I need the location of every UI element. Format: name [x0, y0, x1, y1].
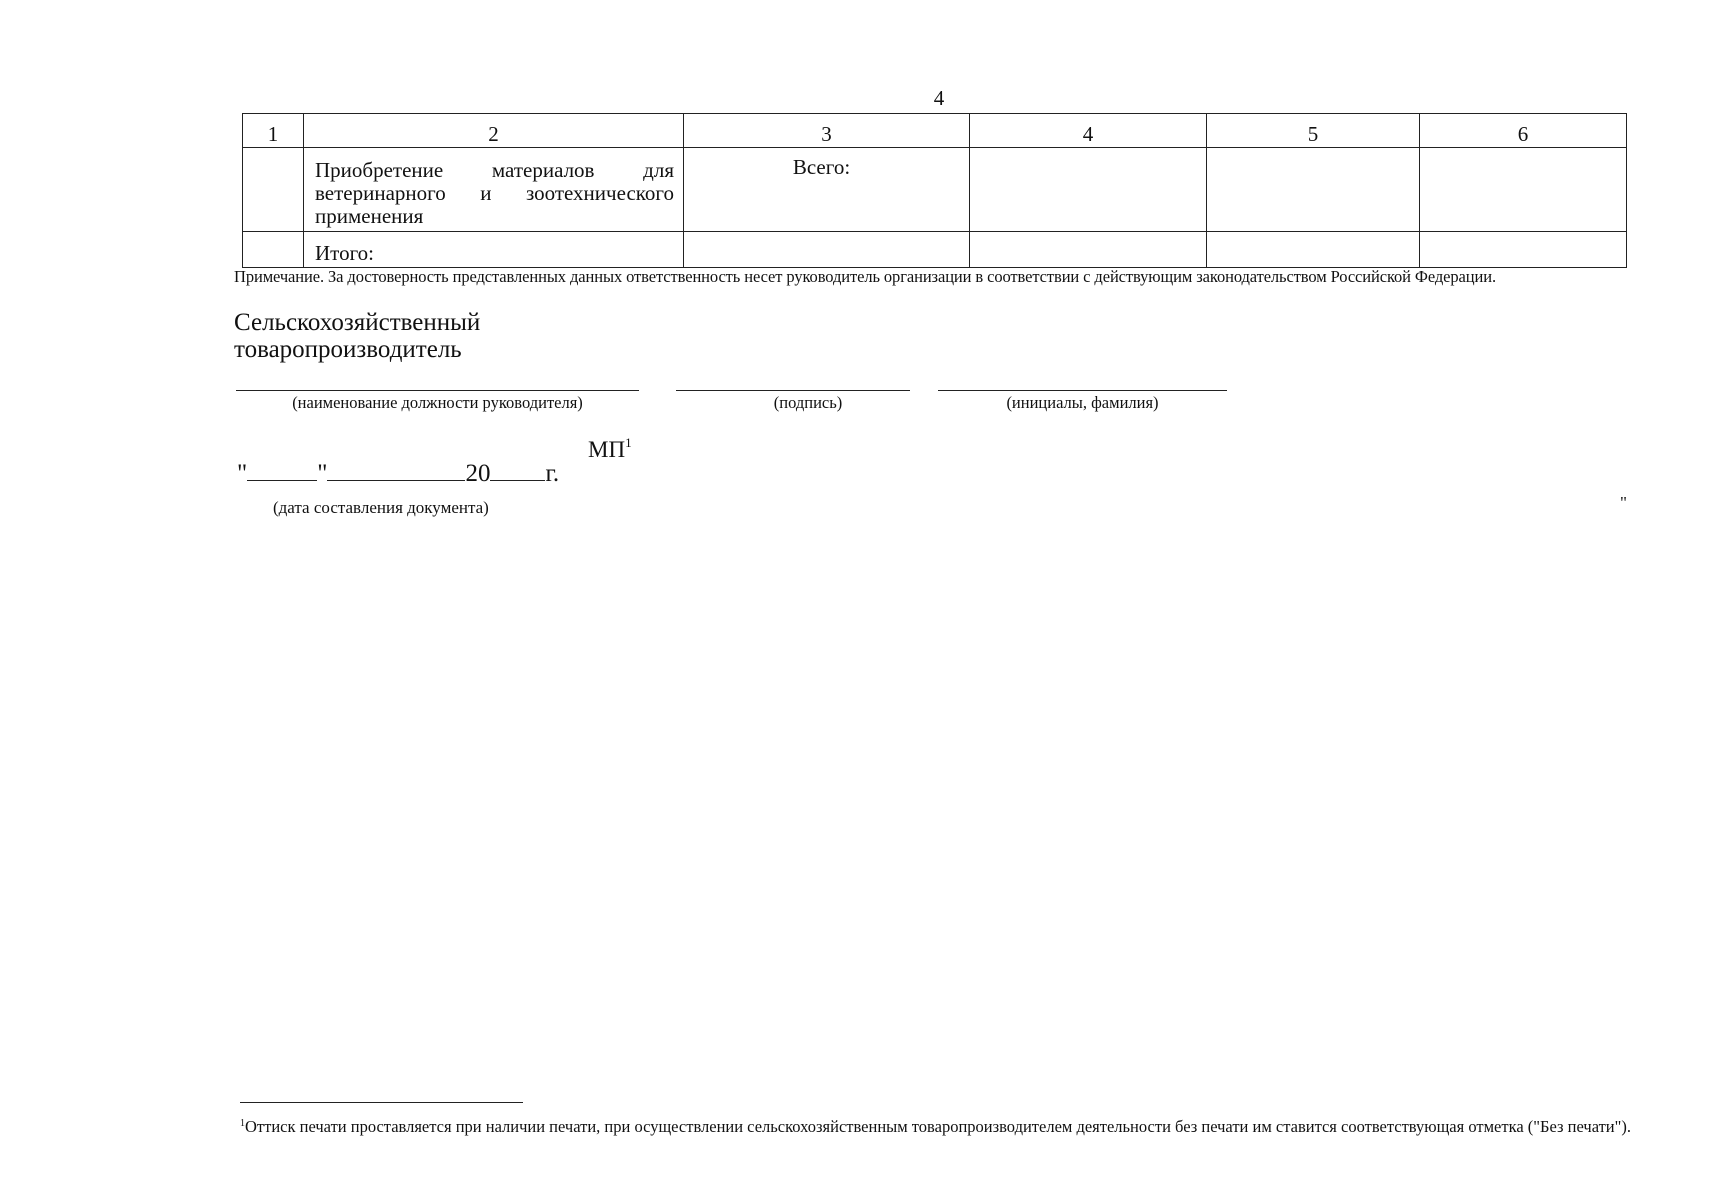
date-line — [237, 458, 559, 489]
position-caption: (наименование должности руководителя) — [292, 393, 583, 412]
footnote-separator — [240, 1102, 523, 1103]
year-prefix: 20 — [465, 460, 491, 487]
name-signature-line — [938, 390, 1227, 391]
stamp-place — [588, 430, 632, 463]
total-label: Всего: — [792, 155, 851, 179]
column-number-4: 4 — [970, 114, 1207, 148]
footnote-text: Оттиск печати проставляется при наличии печати, при осуществлении сельскохозяйственным товаропроизводителем деятельности без печати им ставится соответствующая отметка ("Без печати"). — [245, 1117, 1631, 1136]
column-number-6: 6 — [1420, 114, 1627, 148]
grand-total-label: Итого: — [315, 241, 374, 265]
column-number-2: 2 — [304, 114, 684, 148]
table-header-row — [243, 114, 1627, 148]
table-cell — [1420, 232, 1627, 268]
table-cell — [243, 148, 304, 232]
stamp-label: МП — [588, 437, 626, 462]
table-cell — [970, 148, 1207, 232]
signature-caption: (подпись) — [773, 393, 843, 412]
note: Примечание. За достоверность представленных данных ответственность несет руководитель организации в соответствии с действующим законодательством Российской Федерации. — [234, 267, 1496, 286]
table-cell — [970, 232, 1207, 268]
table-cell — [1420, 148, 1627, 232]
table-cell-total-label — [684, 148, 970, 232]
column-number-5: 5 — [1207, 114, 1420, 148]
footnote — [240, 1114, 1635, 1136]
stray-mark: " — [1620, 493, 1627, 512]
day-blank — [247, 458, 317, 481]
date-open-quote: " — [237, 460, 248, 487]
date-close-quote: " — [317, 460, 328, 487]
column-number-1: 1 — [243, 114, 304, 148]
table-row — [243, 148, 1627, 232]
table-row — [243, 232, 1627, 268]
data-table — [242, 113, 1627, 268]
month-blank — [327, 458, 465, 481]
year-suffix: г. — [545, 460, 560, 487]
page-number: 4 — [933, 86, 945, 110]
table-cell — [684, 232, 970, 268]
producer-line-1: Сельскохозяйственный — [234, 309, 481, 336]
producer-heading — [234, 309, 480, 363]
name-caption: (инициалы, фамилия) — [1006, 393, 1159, 412]
table-cell-itogo — [304, 232, 684, 268]
stamp-footnote-mark: 1 — [625, 435, 632, 450]
footnote-mark: 1 — [240, 1118, 245, 1129]
item-description: Приобретение материалов для ветеринарного и зоотехнического применения — [315, 158, 674, 228]
column-number-3: 3 — [684, 114, 970, 148]
producer-line-2: товаропроизводитель — [234, 336, 462, 363]
table-cell — [1207, 148, 1420, 232]
signature-line — [676, 390, 910, 391]
date-caption: (дата составления документа) — [273, 498, 489, 517]
table-cell-description — [304, 148, 684, 232]
table-cell — [1207, 232, 1420, 268]
position-signature-line — [236, 390, 639, 391]
table-cell — [243, 232, 304, 268]
year-blank — [490, 458, 545, 481]
